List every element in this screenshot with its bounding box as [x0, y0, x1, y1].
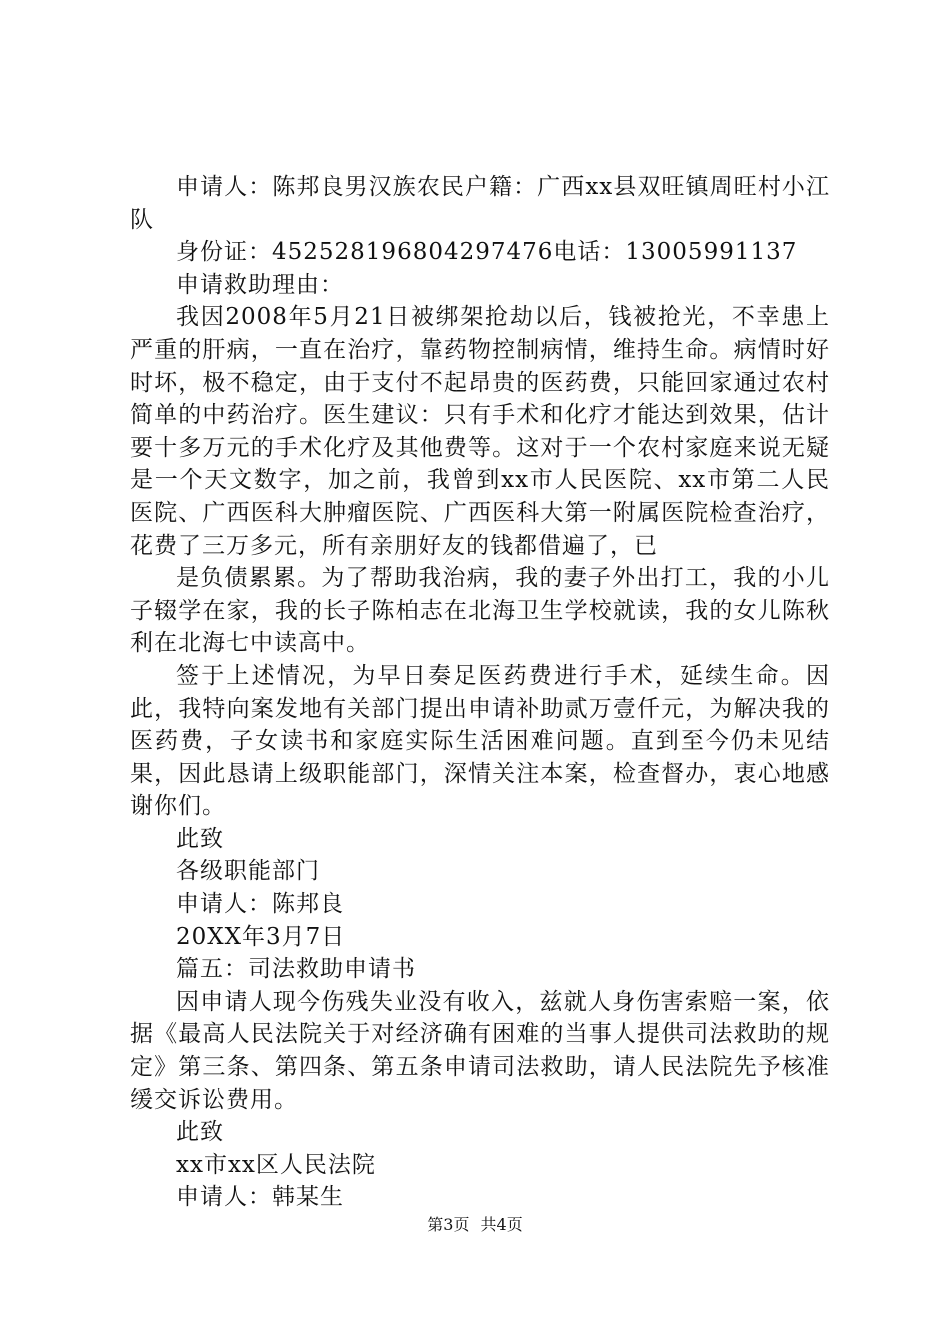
id-phone-paragraph: 身份证：452528196804297476电话：13005991137: [176, 239, 798, 266]
recipient: xx市xx区人民法院: [176, 1151, 376, 1178]
closing-salutation: 此致: [176, 825, 224, 852]
closing-salutation: 此致: [176, 1119, 224, 1146]
body-paragraph: 我因2008年5月21日被绑架抢劫以后，钱被抢光，不幸患上严重的肝病，一直在治疗，靠药物控制病情，维持生命。病情时好时坏，极不稳定，由于支付不起昂贵的医药费，只能回家通过农村简单的中药治疗。医生建议：只有手术和化疗才能达到效果，估计要十多万元的手术化疗及其他费等。这对于一个农村家庭来说无疑是一个天文数字，加之前，我曾到xx市人民医院、xx市第二人民医院、广西医科大肿瘤医院、广西医科大第一附属医院检查治疗，花费了三万多元，所有亲朋好友的钱都借遍了，已: [130, 304, 830, 559]
body-paragraph: 因申请人现今伤残失业没有收入，兹就人身伤害索赔一案，依据《最高人民法院关于对经济确有困难的当事人提供司法救助的规定》第三条、第四条、第五条申请司法救助，请人民法院先予核准缓交诉讼费用。: [130, 988, 830, 1113]
signature-applicant: 申请人：韩某生: [176, 1184, 344, 1211]
page-number: 第3页: [427, 1215, 470, 1234]
body-paragraph: 签于上述情况，为早日奏足医药费进行手术，延续生命。因此，我特向案发地有关部门提出申请补助贰万壹仟元，为解决我的医药费，子女读书和家庭实际生活困难问题。直到至今仍未见结果，因此恳请上级职能部门，深情关注本案，检查督办，衷心地感谢你们。: [130, 662, 830, 820]
body-paragraph: 是负债累累。为了帮助我治病，我的妻子外出打工，我的小儿子辍学在家，我的长子陈柏志在北海卫生学校就读，我的女儿陈秋利在北海七中读高中。: [130, 565, 830, 657]
page-total: 共4页: [480, 1215, 523, 1234]
recipient: 各级职能部门: [176, 858, 320, 885]
reason-heading: 申请救助理由：: [176, 271, 344, 298]
applicant-info-paragraph: 申请人：陈邦良男汉族农民户籍：广西xx县双旺镇周旺村小江队: [130, 174, 830, 233]
page-footer: [0, 1214, 950, 1236]
signature-date: 20XX年3月7日: [176, 923, 346, 950]
section-heading: 篇五：司法救助申请书: [176, 956, 416, 983]
document-body: [130, 171, 830, 1214]
signature-applicant: 申请人：陈邦良: [176, 891, 344, 918]
